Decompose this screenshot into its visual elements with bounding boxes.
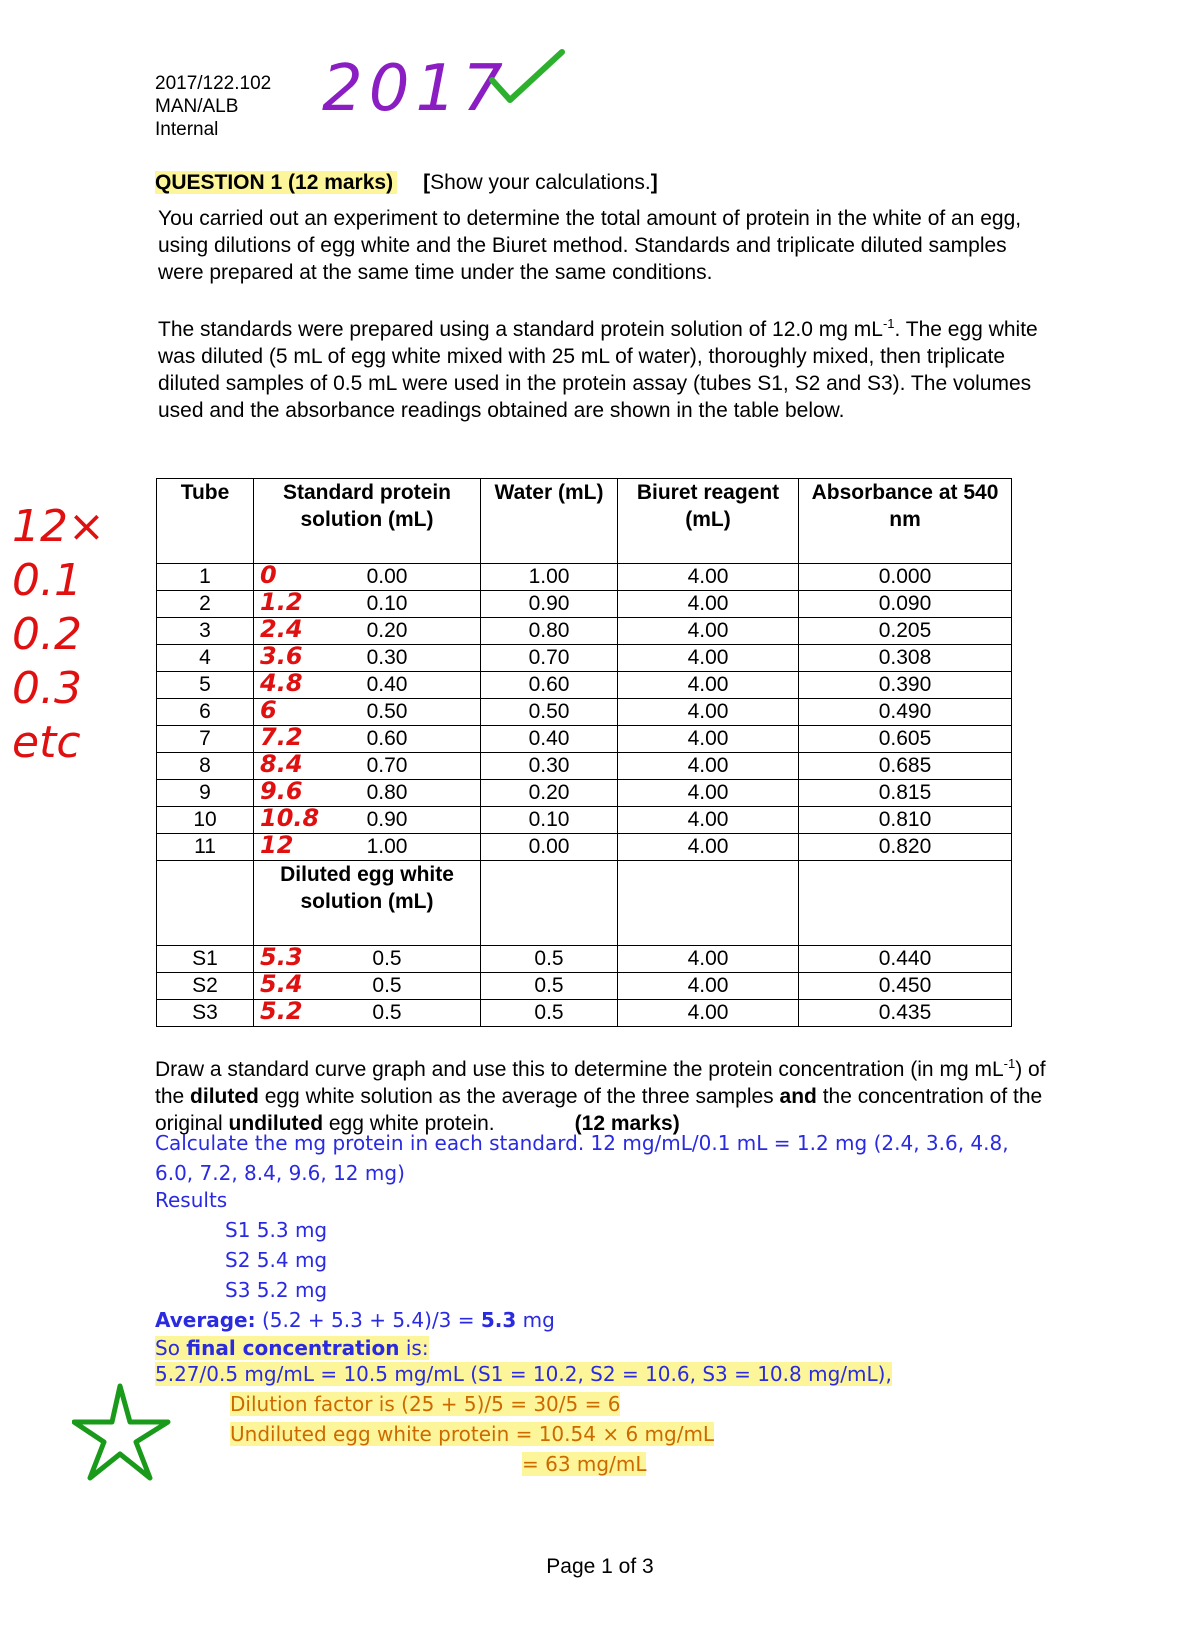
cell-standard-value: 0.70 (366, 754, 408, 777)
cell-tube: S3 (157, 1000, 254, 1027)
handwritten-mg: 4.8 (260, 669, 303, 697)
undiluted-text: Undiluted egg white protein = 10.54 × 6 mg/mL (230, 1422, 715, 1446)
cell-water: 0.5 (481, 946, 618, 973)
cell-biuret: 4.00 (618, 618, 799, 645)
cell-water: 0.70 (481, 645, 618, 672)
cell-biuret: 4.00 (618, 672, 799, 699)
cell-sample-volume (254, 997, 481, 1027)
cell-standard-value: 0.10 (366, 592, 408, 615)
cell-water: 0.5 (481, 973, 618, 1000)
final-text: So (155, 1336, 187, 1360)
table-row (157, 672, 1012, 699)
cell-tube: 8 (157, 753, 254, 780)
star-icon (72, 1382, 172, 1482)
author-code: MAN/ALB (155, 96, 239, 117)
table-row (157, 834, 1012, 861)
cell-water: 0.60 (481, 672, 618, 699)
cell-water: 0.50 (481, 699, 618, 726)
table-row (157, 807, 1012, 834)
cell-absorbance: 0.390 (799, 672, 1012, 699)
final-line-label (155, 1336, 429, 1360)
cell-water: 0.5 (481, 1000, 618, 1027)
task-marks: (12 marks) (574, 1112, 680, 1135)
question-title: QUESTION 1 (12 marks) (155, 171, 397, 194)
exam-type: Internal (155, 119, 219, 140)
table-row (157, 699, 1012, 726)
cell-biuret: 4.00 (618, 645, 799, 672)
intro-text: The standards were prepared using a standard protein solution of 12.0 mg mL (158, 318, 883, 341)
handwritten-mg: 5.2 (260, 997, 303, 1025)
cell-sample-value: 0.5 (372, 947, 402, 970)
handwritten-mg: 7.2 (260, 723, 303, 751)
cell-absorbance: 0.450 (799, 973, 1012, 1000)
doc-header (155, 72, 271, 141)
cell-absorbance: 0.820 (799, 834, 1012, 861)
cell-tube: 6 (157, 699, 254, 726)
cell-absorbance: 0.815 (799, 780, 1012, 807)
cell-biuret: 4.00 (618, 564, 799, 591)
task-bold: undiluted (228, 1112, 324, 1135)
header-water: Water (mL) (481, 479, 618, 564)
instruction-open: [ (423, 171, 431, 194)
table-row (157, 645, 1012, 672)
cell-water: 0.10 (481, 807, 618, 834)
cell-tube: 9 (157, 780, 254, 807)
cell-absorbance: 0.090 (799, 591, 1012, 618)
final-text: is: (399, 1336, 429, 1360)
result-s2: S2 5.4 mg (225, 1248, 328, 1272)
table-row (157, 946, 1012, 973)
margin-note: 0.1 (12, 555, 82, 606)
cell-sample-volume (254, 970, 481, 1000)
cell-absorbance: 0.205 (799, 618, 1012, 645)
table-row (157, 726, 1012, 753)
cell-standard-value: 0.20 (366, 619, 408, 642)
average-label: Average: (155, 1308, 256, 1332)
final-bold: final concentration (186, 1336, 400, 1360)
handwritten-mg: 8.4 (260, 750, 303, 778)
cell-biuret: 4.00 (618, 753, 799, 780)
margin-note: etc (12, 717, 81, 768)
header-tube: Tube (157, 479, 254, 564)
cell-standard (254, 831, 481, 861)
instruction-close: ] (650, 171, 658, 194)
table-row (157, 591, 1012, 618)
average-unit: mg (516, 1308, 555, 1332)
table-row (157, 618, 1012, 645)
data-table (156, 478, 1012, 1027)
average-expr: (5.2 + 5.3 + 5.4)/3 = (261, 1308, 481, 1332)
cell-empty (799, 861, 1012, 946)
dilution-line (230, 1392, 620, 1416)
dilution-text: Dilution factor is (25 + 5)/5 = 30/5 = 6 (230, 1392, 621, 1416)
cell-standard-value: 0.90 (366, 808, 408, 831)
cell-standard (254, 669, 481, 699)
table-row (157, 564, 1012, 591)
result-line (522, 1452, 646, 1476)
table-row (157, 1000, 1012, 1027)
handwritten-mg: 9.6 (260, 777, 303, 805)
task-bold: diluted (190, 1085, 259, 1108)
results-label: Results (155, 1188, 228, 1212)
superscript: -1 (1003, 1056, 1016, 1071)
cell-standard (254, 777, 481, 807)
average-line (155, 1308, 555, 1332)
task-text: egg white solution as the average of the three samples (258, 1085, 780, 1108)
cell-standard (254, 696, 481, 726)
cell-absorbance: 0.308 (799, 645, 1012, 672)
result-text: = 63 mg/mL (522, 1452, 647, 1476)
cell-biuret: 4.00 (618, 699, 799, 726)
header-biuret: Biuret reagent (mL) (618, 479, 799, 564)
cell-standard-value: 0.30 (366, 646, 408, 669)
cell-standard (254, 750, 481, 780)
margin-note: 0.3 (12, 663, 82, 714)
header-diluted: Diluted egg white solution (mL) (254, 861, 481, 946)
cell-biuret: 4.00 (618, 591, 799, 618)
cell-absorbance: 0.685 (799, 753, 1012, 780)
instruction: Show your calculations. (430, 171, 651, 194)
cell-empty (481, 861, 618, 946)
cell-water: 0.20 (481, 780, 618, 807)
cell-water: 1.00 (481, 564, 618, 591)
handwritten-mg: 12 (260, 831, 294, 859)
final-calc (155, 1362, 892, 1386)
handwritten-mg: 1.2 (260, 588, 303, 616)
cell-tube: 4 (157, 645, 254, 672)
cell-standard-value: 0.50 (366, 700, 408, 723)
final-calc-text: 5.27/0.5 mg/mL = 10.5 mg/mL (S1 = 10.2, S2 = 10.6, S3 = 10.8 mg/mL), (155, 1362, 892, 1386)
superscript: -1 (882, 316, 895, 331)
cell-water: 0.00 (481, 834, 618, 861)
cell-tube: 7 (157, 726, 254, 753)
handwritten-mg: 0 (260, 561, 277, 589)
cell-water: 0.30 (481, 753, 618, 780)
table-row (157, 753, 1012, 780)
cell-tube: S1 (157, 946, 254, 973)
handwritten-mg: 3.6 (260, 642, 303, 670)
table-row (157, 973, 1012, 1000)
cell-standard (254, 804, 481, 834)
handwritten-mg: 2.4 (260, 615, 303, 643)
course-code: 2017/122.102 (155, 73, 272, 94)
question-title-line (155, 171, 658, 195)
cell-empty (618, 861, 799, 946)
handwritten-mg: 5.3 (260, 943, 303, 971)
cell-standard-value: 0.80 (366, 781, 408, 804)
task-paragraph (155, 1050, 1055, 1137)
cell-standard (254, 723, 481, 753)
cell-standard (254, 615, 481, 645)
cell-standard-value: 0.60 (366, 727, 408, 750)
cell-absorbance: 0.440 (799, 946, 1012, 973)
handwritten-mg: 6 (260, 696, 277, 724)
cell-biuret: 4.00 (618, 973, 799, 1000)
checkmark-icon (488, 48, 568, 108)
cell-tube: 5 (157, 672, 254, 699)
result-s1: S1 5.3 mg (225, 1218, 328, 1242)
header-absorbance: Absorbance at 540 nm (799, 479, 1012, 564)
margin-note: 0.2 (12, 609, 82, 660)
task-text: ) of the (155, 1058, 1046, 1108)
cell-absorbance: 0.000 (799, 564, 1012, 591)
cell-standard (254, 642, 481, 672)
cell-sample-volume (254, 943, 481, 973)
cell-biuret: 4.00 (618, 726, 799, 753)
cell-tube: 3 (157, 618, 254, 645)
cell-tube: 2 (157, 591, 254, 618)
result-s3: S3 5.2 mg (225, 1278, 328, 1302)
cell-absorbance: 0.810 (799, 807, 1012, 834)
handwritten-mg: 10.8 (260, 804, 320, 832)
cell-absorbance: 0.435 (799, 1000, 1012, 1027)
margin-notes (12, 500, 105, 770)
cell-biuret: 4.00 (618, 946, 799, 973)
cell-biuret: 4.00 (618, 780, 799, 807)
cell-standard (254, 561, 481, 591)
header-standard: Standard protein solution (mL) (254, 479, 481, 564)
task-text: Draw a standard curve graph and use this to determine the protein concentration (in mg mL (155, 1058, 1004, 1081)
cell-tube: S2 (157, 973, 254, 1000)
margin-note: 12× (12, 501, 105, 552)
cell-tube: 1 (157, 564, 254, 591)
cell-biuret: 4.00 (618, 1000, 799, 1027)
cell-standard-value: 0.00 (366, 565, 408, 588)
table-row (157, 780, 1012, 807)
page-footer: Page 1 of 3 (546, 1555, 654, 1578)
cell-standard-value: 1.00 (366, 835, 408, 858)
cell-tube: 11 (157, 834, 254, 861)
handwritten-year: 2017 (322, 52, 509, 126)
calc-line: Calculate the mg protein in each standard. 12 mg/mL/0.1 mL = 1.2 mg (2.4, 3.6, 4.8, 6.0, 7.2, 8.4, 9.6, 12 mg) (155, 1131, 1009, 1185)
cell-absorbance: 0.490 (799, 699, 1012, 726)
cell-standard-value: 0.40 (366, 673, 408, 696)
cell-tube: 10 (157, 807, 254, 834)
average-value: 5.3 (480, 1308, 517, 1332)
handwritten-mg: 5.4 (260, 970, 303, 998)
intro-paragraph-2 (158, 310, 1058, 424)
cell-biuret: 4.00 (618, 834, 799, 861)
intro-text-cont: . The egg white was diluted (5 mL of egg white mixed with 25 mL of water), thoroughly mixed, then triplicate diluted samples of 0.5 mL were used in the protein assay (tubes S1, S2 and S3). The volumes used and the absorbance readings obtained are shown in the table below. (158, 318, 1038, 422)
cell-sample-value: 0.5 (372, 974, 402, 997)
cell-empty (157, 861, 254, 946)
cell-absorbance: 0.605 (799, 726, 1012, 753)
task-bold: and (779, 1085, 817, 1108)
intro-paragraph-1: You carried out an experiment to determine the total amount of protein in the white of an egg, using dilutions of egg white and the Biuret method. Standards and triplicate diluted samples were prepared at the same time under the same conditions. (158, 207, 1022, 284)
cell-water: 0.40 (481, 726, 618, 753)
undiluted-line (230, 1422, 714, 1446)
cell-biuret: 4.00 (618, 807, 799, 834)
cell-sample-value: 0.5 (372, 1001, 402, 1024)
cell-water: 0.80 (481, 618, 618, 645)
sample-header-row (157, 861, 1012, 946)
table-header-row (157, 479, 1012, 564)
task-text: egg white protein. (323, 1112, 495, 1135)
task-text: the concentration of the original (155, 1085, 1043, 1135)
cell-standard (254, 588, 481, 618)
cell-water: 0.90 (481, 591, 618, 618)
